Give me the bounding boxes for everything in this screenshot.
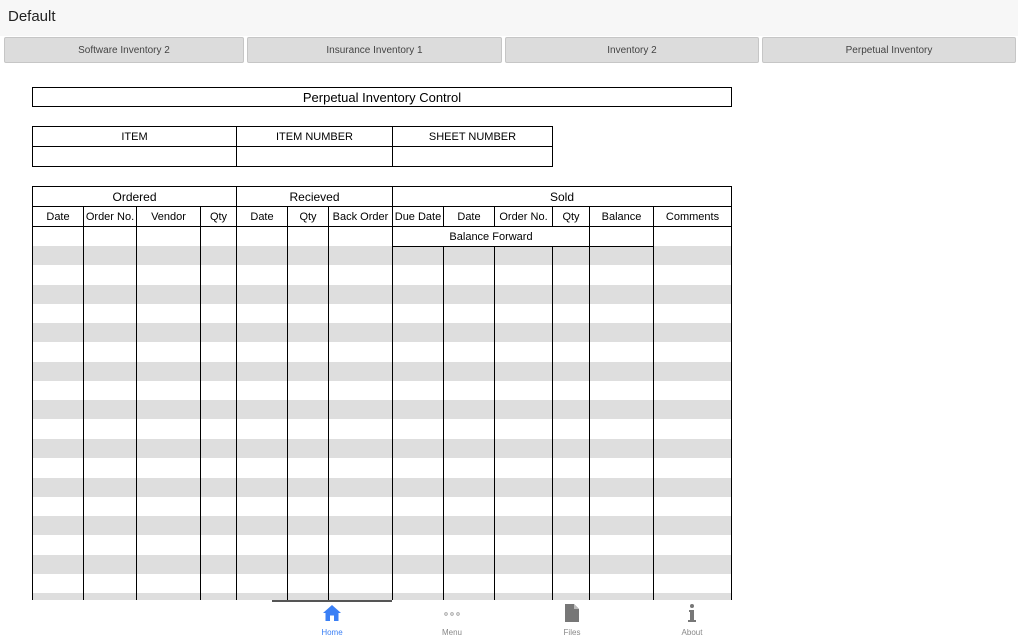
tab-inventory-2[interactable]: Inventory 2 (505, 37, 759, 63)
col-ordered-order-no: Order No. (85, 210, 135, 223)
item-header: ITEM (121, 130, 148, 143)
nav-about-label: About (681, 628, 703, 637)
col-balance: Balance (601, 210, 642, 223)
more-icon (442, 603, 462, 623)
nav-home-label: Home (321, 628, 343, 637)
nav-menu[interactable] (422, 600, 482, 639)
tab-perpetual-inventory[interactable]: Perpetual Inventory (762, 37, 1016, 63)
sheet-number-value-cell[interactable] (393, 147, 552, 166)
nav-files-label: Files (563, 628, 581, 637)
balance-forward-label: Balance Forward (449, 230, 533, 243)
row-stripe (33, 323, 731, 342)
item-number-header: ITEM NUMBER (276, 130, 353, 143)
received-group-header: Recieved (289, 189, 340, 204)
col-back-order: Back Order (332, 210, 389, 223)
form-title: Perpetual Inventory Control (302, 89, 462, 105)
file-icon (562, 603, 582, 623)
nav-files[interactable] (542, 600, 602, 639)
tab-insurance-inventory-1[interactable]: Insurance Inventory 1 (247, 37, 502, 63)
row-stripe (33, 439, 731, 458)
bottom-nav (0, 600, 1018, 639)
row-stripe (33, 555, 731, 574)
col-vendor: Vendor (151, 210, 186, 223)
row-stripe (33, 593, 731, 600)
col-ordered-date: Date (46, 210, 70, 223)
col-sold-date: Date (457, 210, 481, 223)
row-stripe (33, 362, 731, 381)
nav-about[interactable] (662, 600, 722, 639)
row-stripe (33, 478, 731, 497)
row-stripe (33, 516, 731, 535)
info-icon (682, 603, 702, 623)
item-value-cell[interactable] (33, 147, 236, 166)
ordered-group-header: Ordered (112, 189, 157, 204)
col-due-date: Due Date (394, 210, 442, 223)
col-ordered-qty: Qty (209, 210, 228, 223)
sold-group-header: Sold (549, 189, 575, 204)
col-comments: Comments (665, 210, 720, 223)
col-sold-order-no: Order No. (499, 210, 548, 223)
nav-home[interactable] (302, 600, 362, 639)
form-title-box (32, 87, 732, 107)
app-title: Default (8, 8, 56, 25)
tab-software-inventory-2[interactable]: Software Inventory 2 (4, 37, 244, 63)
row-stripe (33, 246, 731, 265)
item-number-value-cell[interactable] (237, 147, 392, 166)
sheet-number-header: SHEET NUMBER (428, 130, 517, 143)
row-stripe (33, 285, 731, 304)
col-received-date: Date (250, 210, 274, 223)
nav-menu-label: Menu (441, 628, 462, 637)
col-sold-qty: Qty (562, 210, 580, 223)
row-stripe (33, 400, 731, 419)
col-received-qty: Qty (299, 210, 317, 223)
home-icon (322, 603, 342, 623)
